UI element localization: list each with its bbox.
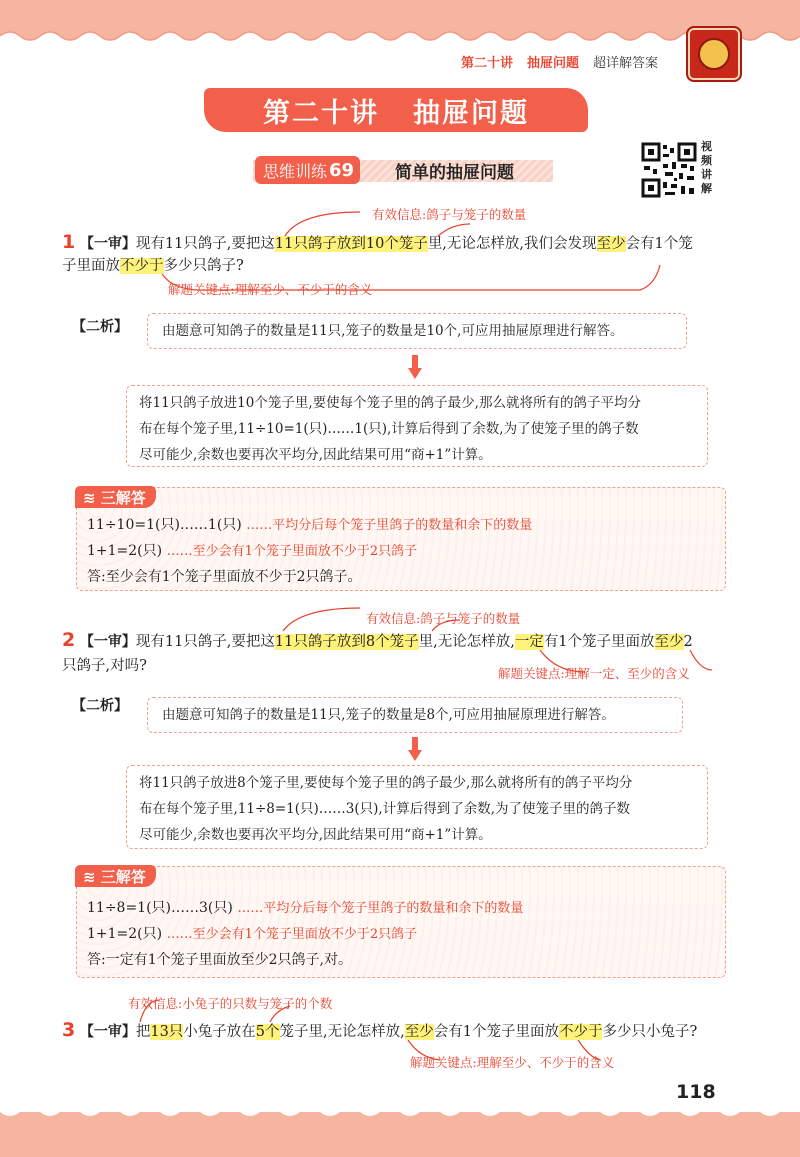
q1-info-note: 有效信息:鸽子与笼子的数量 xyxy=(372,207,527,222)
q3-number: 3 xyxy=(62,1019,76,1041)
q3-text-line1 xyxy=(62,1020,697,1042)
q3-text: 会有1个笼子里面放 xyxy=(433,1024,559,1040)
q3-highlight: 13只 xyxy=(150,1024,184,1040)
q3-highlight: 至少 xyxy=(404,1024,434,1040)
q1-analysis-box xyxy=(147,313,687,349)
q2-answer: 答:一定有1个笼子里面放至少2只鸽子,对。 xyxy=(87,952,352,968)
q2-text-line1 xyxy=(62,630,693,652)
q2-review-tag: 【一审】 xyxy=(79,634,136,650)
qr-label: 视频讲解 xyxy=(701,140,712,195)
q1-highlight: 至少 xyxy=(596,236,626,252)
bottom-wave-decor xyxy=(0,1100,800,1120)
q2-solution-tag: ≋ 三解答 xyxy=(75,865,156,887)
q1-solution-formula: 1+1=2(只) xyxy=(87,543,163,559)
q2-text-line2: 只鸽子,对吗? xyxy=(62,658,147,674)
q2-solution-formula: 1+1=2(只) xyxy=(87,926,163,942)
title-part2: 抽屉问题 xyxy=(413,97,529,129)
q1-solution-formula: 11÷10=1(只)……1(只) xyxy=(87,517,242,533)
q2-text: 有1个笼子里面放 xyxy=(543,634,655,650)
q1-key-note: 解题关键点:理解至少、不少于的含义 xyxy=(168,282,373,297)
q1-text: 多少只鸽子? xyxy=(163,258,244,274)
q3-text: 把 xyxy=(135,1024,151,1040)
title-part1: 第二十讲 xyxy=(263,97,379,129)
q2-analysis-tag: 【二析】 xyxy=(72,698,128,714)
q2-solution-note: ……至少会有1个笼子里面放不少于2只鸽子 xyxy=(166,927,418,942)
q1-analysis-detail-line: 将11只鸽子放进10个笼子里,要使每个笼子里的鸽子最少,那么就将所有的鸽子平均分 xyxy=(139,395,641,411)
section-banner xyxy=(253,156,553,184)
q3-key-note: 解题关键点:理解至少、不少于的含义 xyxy=(410,1055,615,1070)
q2-analysis-detail-line: 将11只鸽子放进8个笼子里,要使每个笼子里的鸽子最少,那么就将所有的鸽子平均分 xyxy=(139,775,633,791)
q2-number: 2 xyxy=(62,629,76,651)
q2-info-note: 有效信息:鸽子与笼子的数量 xyxy=(366,611,521,626)
q3-highlight: 不少于 xyxy=(558,1024,603,1040)
q2-highlight: 一定 xyxy=(514,634,544,650)
q1-text: 现有11只鸽子,要把这 xyxy=(135,236,275,252)
q2-highlight: 11只鸽子放到8个笼子 xyxy=(274,634,419,650)
q1-analysis-tag: 【二析】 xyxy=(72,319,128,335)
q1-answer: 答:至少会有1个笼子里面放不少于2只鸽子。 xyxy=(87,569,362,585)
q3-text: 多少只小兔子? xyxy=(602,1024,698,1040)
q2-text: 2 xyxy=(683,634,693,650)
q3-highlight: 5个 xyxy=(255,1024,280,1040)
q2-solution-box xyxy=(76,866,726,978)
q1-analysis-detail-box xyxy=(126,385,708,467)
q1-solution-note: ……平均分后每个笼子里鸽子的数量和余下的数量 xyxy=(246,518,533,533)
header-topic: 抽屉问题 xyxy=(526,55,579,71)
top-wave-decor xyxy=(0,28,800,48)
q1-text: 里,无论怎样放,我们会发现 xyxy=(427,236,597,252)
q2-highlight: 至少 xyxy=(654,634,684,650)
book-badge-icon xyxy=(686,26,742,82)
q1-text: 子里面放 xyxy=(62,258,120,274)
q3-review-tag: 【一审】 xyxy=(79,1024,136,1040)
q2-analysis-detail-box xyxy=(126,765,708,849)
q2-analysis-text: 由题意可知鸽子的数量是11只,笼子的数量是8个,可应用抽屉原理进行解答。 xyxy=(162,707,615,723)
q1-highlight: 不少于 xyxy=(120,258,164,274)
q1-text: 会有1个笼 xyxy=(625,236,693,252)
q2-solution-step1 xyxy=(87,897,523,917)
q3-text: 小兔子放在 xyxy=(183,1024,256,1040)
running-header xyxy=(461,50,674,72)
q2-key-note: 解题关键点:理解一定、至少的含义 xyxy=(498,666,690,681)
q1-text-line2 xyxy=(62,256,244,276)
q2-solution-step2 xyxy=(87,923,417,943)
qr-code-icon[interactable] xyxy=(641,142,697,198)
header-lecture: 第二十讲 xyxy=(460,55,513,71)
q2-text: 现有11只鸽子,要把这 xyxy=(135,634,275,650)
q2-analysis-detail-line: 尽可能少,余数也要再次平均分,因此结果可用“商+1”计算。 xyxy=(139,827,492,843)
q2-analysis-box xyxy=(147,697,683,733)
header-book: 超详解答案 xyxy=(592,55,658,71)
section-label xyxy=(255,156,360,184)
q1-solution-box xyxy=(76,487,726,591)
q1-solution-step2 xyxy=(87,540,417,560)
q2-solution-formula: 11÷8=1(只)……3(只) xyxy=(87,900,233,916)
q1-solution-tag: ≋ 三解答 xyxy=(75,486,156,508)
q1-review-tag: 【一审】 xyxy=(79,236,136,252)
page-number: 118 xyxy=(676,1081,716,1103)
q1-analysis-text: 由题意可知鸽子的数量是11只,笼子的数量是10个,可应用抽屉原理进行解答。 xyxy=(162,323,624,339)
q3-text: 笼子里,无论怎样放, xyxy=(279,1024,405,1040)
q1-highlight: 11只鸽子放到10个笼子 xyxy=(274,236,428,252)
page-title xyxy=(204,88,588,132)
q2-text: 里,无论怎样放, xyxy=(418,634,515,650)
down-arrow-icon xyxy=(408,355,422,381)
q1-analysis-detail-line: 布在每个笼子里,11÷10=1(只)……1(只),计算后得到了余数,为了使笼子里的鸽子数 xyxy=(139,421,639,437)
section-number: 69 xyxy=(329,159,355,181)
q1-number: 1 xyxy=(62,231,76,253)
down-arrow-icon xyxy=(408,737,422,763)
q2-analysis-detail-line: 布在每个笼子里,11÷8=1(只)……3(只),计算后得到了余数,为了使笼子里的鸽子数 xyxy=(139,801,631,817)
section-label-text: 思维训练 xyxy=(263,161,328,181)
q1-text-line1 xyxy=(62,232,693,254)
q2-solution-note: ……平均分后每个笼子里鸽子的数量和余下的数量 xyxy=(237,901,524,916)
section-title: 简单的抽屉问题 xyxy=(395,163,514,183)
q1-analysis-detail-line: 尽可能少,余数也要再次平均分,因此结果可用“商+1”计算。 xyxy=(139,447,492,463)
q3-info-note: 有效信息:小兔子的只数与笼子的个数 xyxy=(128,996,333,1011)
q1-solution-note: ……至少会有1个笼子里面放不少于2只鸽子 xyxy=(166,544,418,559)
q1-solution-step1 xyxy=(87,514,532,534)
